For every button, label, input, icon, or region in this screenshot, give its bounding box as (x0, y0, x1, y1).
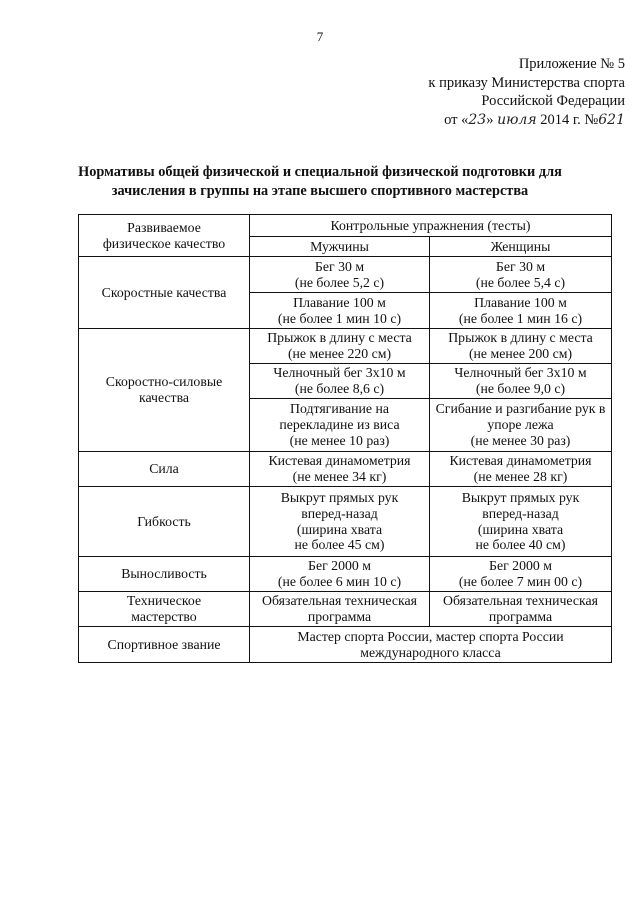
cell-text: Плавание 100 м (293, 294, 386, 310)
cell-text: международного класса (360, 644, 501, 660)
quality-strength: Сила (149, 461, 179, 477)
quality-endurance: Выносливость (121, 566, 207, 582)
pushup-women-cell (430, 399, 612, 452)
header-row-1 (79, 215, 612, 237)
appendix-header (295, 55, 625, 129)
cell-text: перекладине из виса (279, 417, 400, 433)
cell-text: Челночный бег 3x10 м (454, 365, 587, 381)
cell-text: (не менее 200 см) (468, 346, 573, 361)
cell-text: программа (307, 609, 372, 624)
cell-text: упоре лежа (487, 417, 554, 433)
table-row (79, 487, 612, 557)
shuttle-women-cell (430, 364, 612, 399)
quality-rank: Спортивное звание (107, 636, 221, 652)
table-row (79, 592, 612, 627)
quality-speed-strength-cell (79, 329, 250, 452)
handwritten-day: 23 (468, 111, 487, 128)
cell-text: Плавание 100 м (474, 294, 567, 310)
title-line-2: зачисления в группы на этапе высшего спортивного мастерства (111, 182, 529, 199)
speed-women-swim-cell (430, 293, 612, 329)
table-row (79, 257, 612, 293)
flex-men-cell (250, 487, 430, 557)
jump-men-cell (250, 329, 430, 364)
cell-text: (не менее 10 раз) (289, 432, 390, 448)
table-row (79, 452, 612, 487)
appendix-line-2: к приказу Министерства спорта (428, 74, 625, 91)
flex-women-cell (430, 487, 612, 557)
handwritten-order-number: 621 (598, 111, 625, 128)
cell-text: Прыжок в длину с места (267, 330, 412, 346)
cell-text: (не более 9,0 с) (475, 381, 566, 396)
header-women: Женщины (490, 238, 551, 254)
cell-text: Выкрут прямых рук (280, 489, 399, 505)
quality-technique-line-1: Техническое (126, 593, 202, 609)
technique-men-cell (250, 592, 430, 627)
appendix-date-line (295, 111, 625, 130)
run2000-men-cell (250, 557, 430, 592)
cell-text: программа (488, 609, 553, 624)
cell-text: (не более 6 мин 10 с) (277, 574, 402, 589)
cell-text: Прыжок в длину с места (448, 330, 593, 346)
cell-text: Выкрут прямых рук (461, 489, 580, 505)
cell-text: (ширина хвата (477, 521, 564, 537)
quality-rank-cell (79, 627, 250, 663)
date-prefix: от « (444, 111, 469, 128)
cell-text: (не более 7 мин 00 с) (458, 574, 583, 589)
date-mid: » (486, 111, 494, 128)
cell-text: Кистевая динамометрия (449, 453, 592, 469)
cell-text: (не более 1 мин 10 с) (277, 310, 402, 326)
quality-flexibility-cell (79, 487, 250, 557)
cell-text: (не более 5,2 с) (294, 274, 385, 290)
rank-value-cell (250, 627, 612, 663)
handwritten-month: июля (497, 111, 537, 128)
header-men-cell (250, 237, 430, 257)
speed-men-swim-cell (250, 293, 430, 329)
grip-men-cell (250, 452, 430, 487)
cell-text: (не менее 28 кг) (473, 469, 568, 484)
speed-men-run-cell (250, 257, 430, 293)
header-women-cell (430, 237, 612, 257)
cell-text: Мастер спорта России, мастер спорта России (297, 628, 564, 644)
cell-text: Бег 2000 м (308, 558, 371, 574)
cell-text: вперед-назад (301, 505, 378, 521)
quality-speed-strength-line-2: качества (138, 390, 190, 405)
cell-text: Бег 30 м (495, 258, 546, 274)
pullup-men-cell (250, 399, 430, 452)
cell-text: Подтягивание на (289, 401, 390, 417)
cell-text: (не более 5,4 с) (475, 274, 566, 290)
cell-text: (не более 1 мин 16 с) (458, 310, 583, 326)
cell-text: (не менее 34 кг) (292, 469, 387, 484)
cell-text: (не менее 30 раз) (470, 432, 571, 448)
document-title (0, 163, 640, 200)
quality-strength-cell (79, 452, 250, 487)
cell-text: вперед-назад (482, 505, 559, 521)
header-quality-cell (79, 215, 250, 257)
table-row (79, 557, 612, 592)
header-men: Мужчины (310, 238, 369, 254)
quality-speed: Скоростные качества (101, 284, 227, 300)
jump-women-cell (430, 329, 612, 364)
cell-text: не более 45 см) (294, 537, 385, 553)
grip-women-cell (430, 452, 612, 487)
quality-speed-cell (79, 257, 250, 329)
quality-technique-line-2: мастерство (131, 609, 197, 624)
date-year: 2014 г. № (536, 111, 599, 128)
cell-text: не более 40 см) (475, 537, 566, 553)
run2000-women-cell (430, 557, 612, 592)
appendix-line-1: Приложение № 5 (518, 56, 625, 72)
cell-text: (не более 8,6 с) (294, 381, 385, 396)
header-quality-line-1: Развиваемое (127, 219, 201, 235)
cell-text: Обязательная техническая (443, 593, 598, 609)
technique-women-cell (430, 592, 612, 627)
cell-text: Челночный бег 3x10 м (273, 365, 406, 381)
norms-table (78, 214, 612, 663)
header-tests-cell (250, 215, 612, 237)
cell-text: Сгибание и разгибание рук в (435, 401, 606, 417)
header-tests: Контрольные упражнения (тесты) (330, 217, 531, 233)
table-row (79, 329, 612, 364)
quality-flexibility: Гибкость (137, 513, 191, 529)
cell-text: Бег 2000 м (489, 558, 552, 574)
quality-speed-strength-line-1: Скоростно-силовые (105, 374, 223, 390)
cell-text: Обязательная техническая (262, 593, 417, 609)
cell-text: (не менее 220 см) (287, 346, 392, 361)
header-quality-line-2: физическое качество (102, 235, 226, 251)
appendix-line-3: Российской Федерации (481, 93, 625, 109)
cell-text: Кистевая динамометрия (268, 453, 411, 469)
quality-technique-cell (79, 592, 250, 627)
quality-endurance-cell (79, 557, 250, 592)
shuttle-men-cell (250, 364, 430, 399)
speed-women-run-cell (430, 257, 612, 293)
cell-text: Бег 30 м (314, 258, 365, 274)
page-number: 7 (316, 29, 324, 44)
table-row (79, 627, 612, 663)
cell-text: (ширина хвата (296, 521, 383, 537)
title-line-1: Нормативы общей физической и специальной физической подготовки для (78, 164, 562, 180)
